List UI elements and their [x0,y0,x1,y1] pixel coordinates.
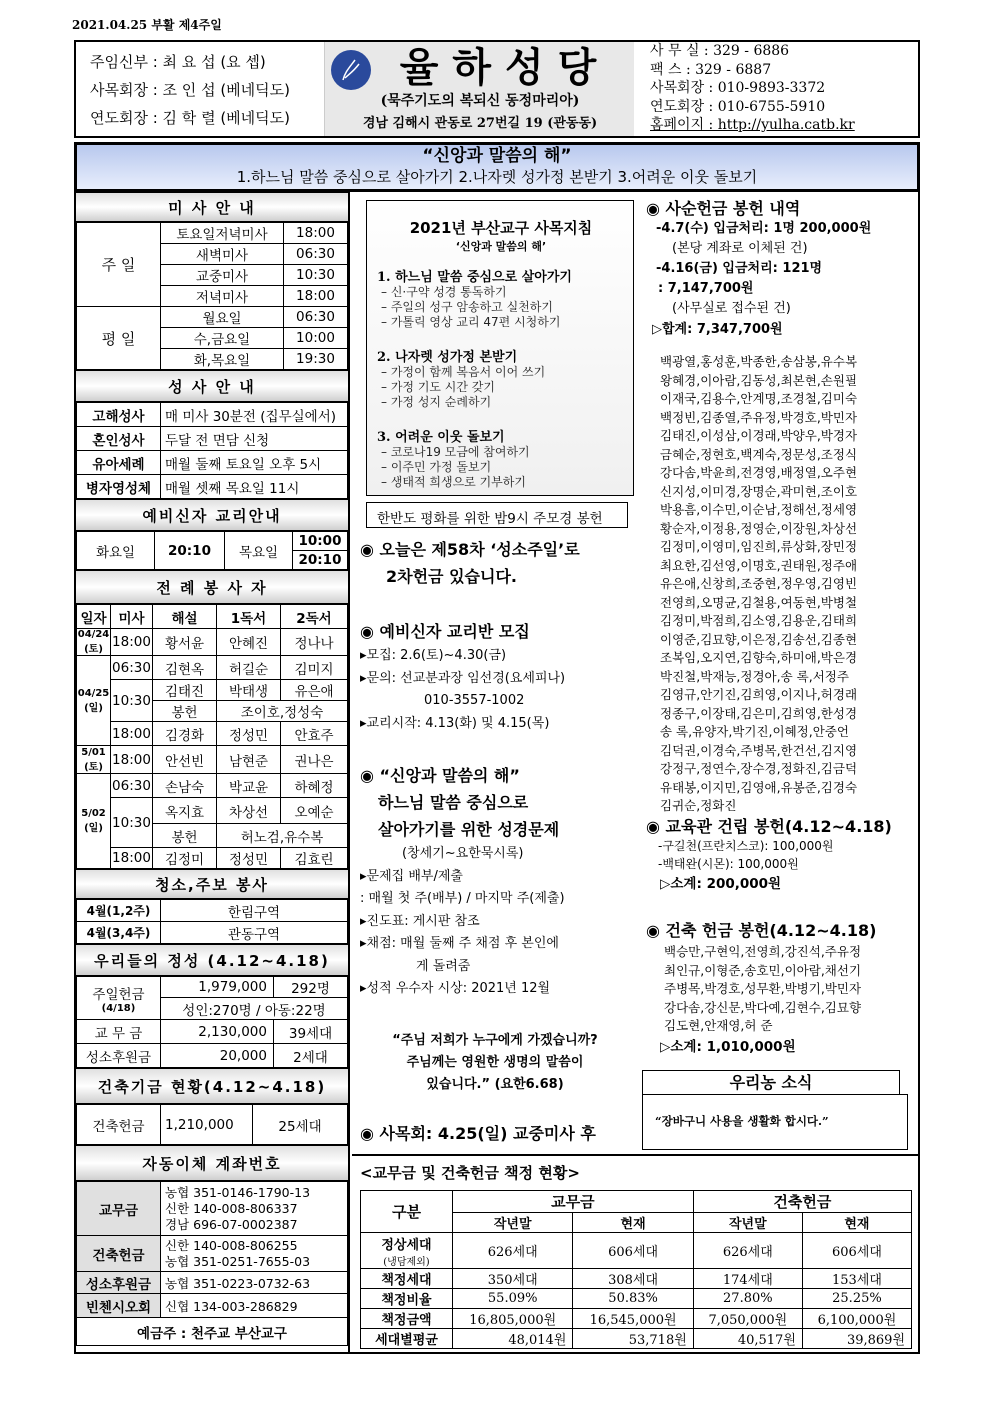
farm-news-title: 우리농 소식 [642,1070,900,1094]
cleaning-table [76,899,348,944]
account-number: 농협 351-0223-0732-63 [161,1272,348,1294]
name-row: 박용흠,이수민,이순남,정해선,정세영 [660,502,858,517]
account-number: 농협 351-0251-7655-03 [165,1253,311,1269]
account-number: 경남 696-07-0002387 [165,1216,298,1232]
notice-title: ◉ 예비신자 교리반 모집 [360,622,530,641]
class-day: 목요일 [225,532,293,570]
guideline-heading: 1. 하느님 말씀 중심으로 살아가기 [377,270,572,285]
guideline-item: – 신·구약 성경 통독하기 [381,285,507,299]
notice-title: 살아가기를 위한 성경문제 [378,820,560,839]
cell: 25.25% [802,1289,911,1309]
date-cell: 04/25 (일) [77,656,111,746]
reader-2: 안효주 [281,722,348,746]
reader-1: 정성민 [217,848,281,869]
commentator: 황서윤 [153,629,217,656]
church-address: 경남 김해시 관동로 27번길 19 (관동동) [362,116,598,131]
pastoral-guidelines-box [366,200,634,496]
weekday-label: 평 일 [77,307,161,370]
staff-list [76,42,324,136]
sacrament-name: 유아세례 [77,451,161,475]
name-row: 백정빈,김종열,주유정,박경호,박민자 [660,409,858,425]
column-header: 현재 [573,1213,693,1233]
group: 관동구역 [161,922,348,944]
date-cell: 5/01 (토) [77,746,111,774]
office-phone: 사 무 실 : 329 - 6886 [650,43,790,59]
guideline-item: – 가정 기도 시간 갖기 [381,380,495,394]
church-name: 율하성당 [399,45,611,91]
mass-name: 수,금요일 [161,328,284,349]
guideline-item: – 주일의 성구 암송하고 실천하기 [381,300,553,314]
notice-item: ▸채점: 매월 둘째 주 채점 후 본인에 [360,936,559,951]
notice-item: 게 돌려줌 [416,958,471,974]
group-header: 건축헌금 [693,1191,911,1213]
date: (4/18) [101,1002,136,1014]
reader-2: 김미지 [281,656,348,680]
account-type: 교무금 [77,1182,161,1236]
name-row: 정종구,이장태,김은미,김희영,한성경 [660,705,858,721]
group: 한림구역 [161,900,348,922]
cleaning-heading: 청소,주보 봉사 [76,869,348,899]
name-row: 이재국,김용수,안계명,조경철,김미숙 [660,391,858,406]
notice-bible-quiz [360,762,640,1001]
column-header: 2독서 [281,605,348,629]
name-row: 최인규,이형준,송호민,이아람,채선기 [664,962,862,978]
mass-time: 06:30 [111,774,153,798]
sacrament-name: 혼인성사 [77,427,161,451]
mass-name: 저녁미사 [161,286,284,307]
section-title: ◉ 교육관 건립 봉헌(4.12~4.18) [646,817,892,836]
mass-time: 10:30 [111,680,153,722]
church-subtitle: (묵주기도의 복되신 동정마리아) [380,93,580,109]
mass-time: 10:30 [284,265,348,286]
homepage-link[interactable]: 홈페이지 : http://yulha.catb.kr [650,117,855,133]
donation-line: -백태완(시몬): 100,000원 [658,857,799,871]
guideline-heading: 2. 나자렛 성가정 본받기 [377,350,518,365]
cell: 6,100,000원 [802,1309,911,1329]
class-time: 20:10 [293,551,348,570]
section-title: ◉ 사순헌금 봉헌 내역 [646,199,801,218]
cell: 606세대 [802,1233,911,1269]
row-header [361,1233,453,1269]
commentator: 김경화 [153,722,217,746]
offering-line: -4.16(금) 입금처리: 121명 [656,261,823,276]
account-number: 신한 140-008-806337 [165,1200,298,1216]
cell: 48,014원 [453,1329,573,1349]
offertory-servers: 허노검,유수복 [217,824,348,848]
name-row: 유은애,신창희,조중현,정우영,김영빈 [660,576,858,591]
class-time: 10:00 [293,532,348,551]
name-row: 최요한,김선영,이명호,권태원,정주애 [660,557,858,573]
lent-offering-section [646,196,918,816]
cell: 55.09% [453,1289,573,1309]
count: 292명 [274,977,348,998]
cell: 27.80% [693,1289,802,1309]
building-label: 건축헌금 [77,1105,161,1145]
cell: 16,805,000원 [453,1309,573,1329]
fax-number: 팩 스 : 329 - 6887 [650,61,772,78]
sunday-offering-label [77,977,161,1020]
mass-time: 18:00 [284,223,348,244]
building-fund-heading: 건축기금 현황(4.12~4.18) [76,1068,348,1104]
row-label: 정상세대 [381,1237,432,1253]
right-column [642,192,920,1152]
column-header: 1독서 [217,605,281,629]
date-cell: 5/02 (일) [77,774,111,869]
name-row: 주병목,박경호,성무환,박병기,박민자 [664,981,862,996]
class-time: 20:10 [155,532,225,570]
reader-1: 남현준 [217,746,281,774]
account-number: 농협 351-0146-1790-13 [165,1184,311,1200]
staff-yeondo-president: 연도회장 : 김 학 렬 (베네딕도) [90,109,290,127]
quota-title: <교무금 및 건축헌금 책정 현황> [360,1164,580,1182]
row-header: 책정비율 [361,1289,453,1309]
quota-section [352,1154,920,1352]
cell: 16,545,000원 [573,1309,693,1329]
account-number: 신협 134-003-286829 [161,1294,348,1318]
cell: 626세대 [453,1233,573,1269]
name-row: 김영규,안기진,김희영,이지나,허경래 [660,687,858,702]
account-type: 건축헌금 [77,1236,161,1272]
name-row: 송 록,유양자,박기진,이혜정,안중언 [660,724,849,739]
church-logo-icon [331,50,371,90]
contact-info [646,42,918,136]
donation-line: -구길천(프란치스코): 100,000원 [658,839,834,853]
name-row: 유태봉,이지민,김영애,유봉준,김경숙 [660,779,858,795]
reader-2: 하혜정 [281,774,348,798]
offertory-label: 봉헌 [153,824,217,848]
name-row: 이영준,김묘향,이은정,김송선,김종현 [660,631,858,647]
commentator: 옥지효 [153,798,217,824]
name-row: 박진철,박재능,정경아,송 록,서정주 [660,668,849,684]
count: 2세대 [274,1044,348,1068]
middle-column [352,192,642,1152]
commentator: 손남숙 [153,774,217,798]
notice-subtitle: (창세기~요한묵시록) [402,846,524,861]
name-row: 백승만,구현익,전영희,강진석,주유정 [664,944,862,959]
mass-time: 06:30 [284,244,348,265]
name-row: 김태진,이성삼,이경래,박양우,박경자 [660,428,858,443]
account-holder: 예금주 : 천주교 부산교구 [77,1318,348,1346]
name-row: 전영희,오명균,김철용,여동현,박병철 [660,594,858,610]
offertory-label: 봉헌 [153,701,217,722]
cell: 626세대 [693,1233,802,1269]
sacrament-name: 고해성사 [77,403,161,427]
cell: 7,050,000원 [693,1309,802,1329]
name-row: 김도현,안재영,허 준 [664,1018,773,1033]
commentator: 김현옥 [153,656,217,680]
offering-line: -4.7(수) 입금처리: 1명 200,000원 [656,221,872,236]
mass-time: 19:30 [284,349,348,370]
name-row: 강다솜,박윤희,전경영,배정열,오주현 [660,465,858,480]
donor-names [646,353,918,816]
cell: 39,869원 [802,1329,911,1349]
notice-council-meeting: ◉ 사목회: 4.25(일) 교중미사 후 [360,1124,596,1143]
name-row: 백광열,홍성훈,박종한,송삼봉,유수복 [660,354,858,369]
mass-time: 10:00 [284,328,348,349]
name-row: 신지성,이미경,장명순,곽미현,조이호 [660,483,858,499]
offering-line: : 7,147,700원 [658,281,754,296]
group-header: 교무금 [453,1191,694,1213]
mass-name: 월요일 [161,307,284,328]
guideline-heading: 3. 어려운 이웃 돌보기 [377,430,505,445]
reader-1: 박교윤 [217,774,281,798]
period: 4월(1,2주) [77,900,161,922]
accounts-heading: 자동이체 계좌번호 [76,1145,348,1181]
notice-item: ▸교리시작: 4.13(화) 및 4.15(목) [360,715,550,731]
name-row: 강정구,정연수,장수경,정화진,김금덕 [660,761,858,776]
offertory-servers: 조이호,정성숙 [217,701,348,722]
farm-news-box [642,1070,908,1152]
notice-title: 하느님 말씀 중심으로 [378,793,529,812]
notice-item: ▸성적 우수자 시상: 2021년 12월 [360,981,551,996]
cell: 606세대 [573,1233,693,1269]
row-header: 세대별평균 [361,1329,453,1349]
offering-total: ▷합계: 7,347,700원 [652,322,783,337]
reader-1: 차상선 [217,798,281,824]
cell: 40,517원 [693,1329,802,1349]
mass-time: 10:30 [111,798,153,848]
theme-subtitle: 1.하느님 말씀 중심으로 살아가기 2.나자렛 성가정 본받기 3.어려운 이웃 돌보기 [236,168,758,186]
reader-2: 유은애 [281,680,348,701]
row-note: (냉담제외) [383,1256,430,1268]
building-fund-table [76,1104,348,1145]
yeondo-president-phone: 연도회장 : 010-6755-5910 [650,98,826,115]
account-number: 신한 140-008-806255 [165,1237,298,1253]
column-header: 일자 [77,605,111,629]
label: 주일헌금 [92,986,145,1003]
count: 25세대 [253,1105,348,1145]
account-type: 빈첸시오회 [77,1294,161,1318]
catechumen-table [76,531,348,570]
notice-item: ▸문제집 배부/제출 [360,868,463,884]
column-header: 구분 [361,1191,453,1233]
breakdown: 성인:270명 / 아동:22명 [161,998,348,1020]
reader-2: 오예순 [281,798,348,824]
mass-time: 06:30 [111,656,153,680]
mass-name: 화,목요일 [161,349,284,370]
theme-title: “신앙과 말씀의 해” [422,146,572,166]
church-title-box [324,42,634,136]
reader-2: 권나은 [281,746,348,774]
bulletin-body [74,192,920,1354]
cell: 350세대 [453,1269,573,1289]
date-cell: 04/24 (토) [77,629,110,655]
mass-name: 토요일저녁미사 [161,223,284,244]
name-row: 김귀순,정화진 [660,798,737,813]
cell: 308세대 [573,1269,693,1289]
mass-schedule-table [76,222,348,370]
bulletin-date: 2021.04.25 부활 제4주일 [72,18,222,32]
reader-2: 정나나 [281,629,348,656]
subtotal: ▷소계: 1,010,000원 [660,1038,796,1055]
reader-1: 안혜진 [217,629,281,656]
mass-time: 18:00 [111,746,153,774]
sacraments-table [76,402,348,499]
offering-line: (사무실로 접수된 건) [672,301,791,316]
staff-council-president: 사목회장 : 조 인 섭 (베네딕도) [90,81,290,99]
sacrament-name: 병자영성체 [77,475,161,499]
name-row: 김덕권,이경숙,주병목,한건선,김지영 [660,742,858,758]
mass-time: 18:00 [111,848,153,869]
name-row: 황순자,이정용,정영순,이장원,차상선 [660,520,858,536]
sacrament-desc: 두달 전 면담 신청 [161,427,348,451]
sanctuary-label: 성소후원금 [77,1044,161,1068]
notice-title: ◉ “신앙과 말씀의 해” [360,766,520,785]
count: 39세대 [274,1020,348,1044]
quote-line: 있습니다.” (요한6.68) [426,1077,564,1092]
guideline-item: – 가톨릭 영상 교리 47편 시청하기 [381,315,561,329]
column-header: 현재 [802,1213,911,1233]
reader-1: 정성민 [217,722,281,746]
name-row: 조복임,오지연,김향숙,하미애,박은경 [660,650,858,665]
peace-prayer-box: 한반도 평화를 위한 밤9시 주모경 봉헌 [366,502,628,528]
quote-line: “주님 저희가 누구에게 가겠습니까? [392,1033,598,1048]
name-row: 김정미,이영미,임진희,류상화,장민정 [660,539,858,554]
sunday-label: 주 일 [77,223,161,307]
accounts-table [76,1181,348,1346]
notice-line: ◉ 오늘은 제58차 ‘성소주일’로 [360,540,580,559]
notice-catechumen-recruit [360,618,640,735]
mass-schedule-heading: 미 사 안 내 [76,192,348,222]
notice-line: 2차헌금 있습니다. [386,567,517,586]
reader-2: 김효린 [281,848,348,869]
theme-banner [74,142,920,192]
education-hall-section [646,814,918,895]
row-header: 책정금액 [361,1309,453,1329]
offering-table [76,976,348,1068]
pastoral-subtitle: ‘신앙과 말씀의 해’ [455,240,547,253]
class-day: 화요일 [77,532,155,570]
scripture-quote [360,1030,630,1096]
liturgy-servers-table [76,604,348,869]
bulletin-header [74,40,920,138]
row-header: 책정세대 [361,1269,453,1289]
sacrament-desc: 매월 셋째 목요일 11시 [161,475,348,499]
amount: 1,979,000 [161,977,274,998]
notice-item: ▸모집: 2.6(토)~4.30(금) [360,648,507,663]
pastoral-title: 2021년 부산교구 사목지침 [409,219,593,237]
cell: 153세대 [802,1269,911,1289]
notice-item: ▸진도표: 게시판 참조 [360,913,480,929]
cell: 53,718원 [573,1329,693,1349]
mass-name: 교중미사 [161,265,284,286]
left-column [76,192,350,1352]
farm-news-body: “장바구니 사용을 생활화 합시다.” [642,1094,908,1150]
commentator: 김정미 [153,848,217,869]
column-header: 해설 [153,605,217,629]
amount: 20,000 [161,1044,274,1068]
notice-item: ▸문의: 선교분과장 임선경(요세피나) [360,670,566,686]
reader-1: 박태생 [217,680,281,701]
name-row: 강다솜,강신문,박다예,김현수,김묘향 [664,999,862,1015]
quota-table [360,1190,912,1349]
notice-item: : 매월 첫 주(배부) / 마지막 주(제출) [360,891,565,906]
sacrament-desc: 매월 둘째 토요일 오후 5시 [161,451,348,475]
building-offering-section [646,918,918,1058]
guideline-item: – 가정 성지 순례하기 [381,395,492,409]
notice-item: 010-3557-1002 [424,693,525,708]
column-header: 미사 [111,605,153,629]
sacrament-desc: 매 미사 30분전 (집무실에서) [161,403,348,427]
name-row: 왕혜경,이아람,김동성,최본현,손원필 [660,372,858,388]
mass-name: 새벽미사 [161,244,284,265]
reader-1: 허길순 [217,656,281,680]
guideline-item: – 가정이 함께 복음서 이어 쓰기 [381,365,546,379]
cell: 50.83% [573,1289,693,1309]
amount: 2,130,000 [161,1020,274,1044]
section-title: ◉ 건축 헌금 봉헌(4.12~4.18) [646,921,877,940]
mass-time: 18:00 [111,722,153,746]
guideline-item: – 생태적 희생으로 기부하기 [381,475,526,489]
council-president-phone: 사목회장 : 010-9893-3372 [650,80,826,96]
guideline-item: – 이주민 가정 돌보기 [381,460,492,474]
offering-heading: 우리들의 정성 (4.12~4.18) [76,944,348,976]
offering-line: (본당 계좌로 이체된 건) [672,241,808,256]
commentator: 김태진 [153,680,217,701]
mass-time: 06:30 [284,307,348,328]
period: 4월(3,4주) [77,922,161,944]
building-donor-names [646,943,918,1036]
name-row: 금혜순,정현호,백계숙,정문성,조정식 [660,446,858,462]
commentator: 안선빈 [153,746,217,774]
quote-line: 주님께는 영원한 생명의 말씀이 [406,1055,584,1070]
staff-pastor: 주임신부 : 최 요 섭 (요 셉) [90,53,266,71]
notice-vocation-sunday [360,536,640,590]
cell: 174세대 [693,1269,802,1289]
catechumen-heading: 예비신자 교리안내 [76,499,348,531]
column-header: 작년말 [693,1213,802,1233]
subtotal: ▷소계: 200,000원 [660,876,782,892]
name-row: 김정미,박점희,김소영,김용운,김태희 [660,613,858,628]
liturgy-servers-heading: 전 례 봉 사 자 [76,570,348,604]
mass-time: 18:00 [111,629,153,656]
sacraments-heading: 성 사 안 내 [76,370,348,402]
account-type: 성소후원금 [77,1272,161,1294]
diocese-label: 교 무 금 [77,1020,161,1044]
column-header: 작년말 [453,1213,573,1233]
amount: 1,210,000 [161,1105,253,1145]
guideline-item: – 코로나19 모금에 참여하기 [381,445,530,459]
mass-time: 18:00 [284,286,348,307]
